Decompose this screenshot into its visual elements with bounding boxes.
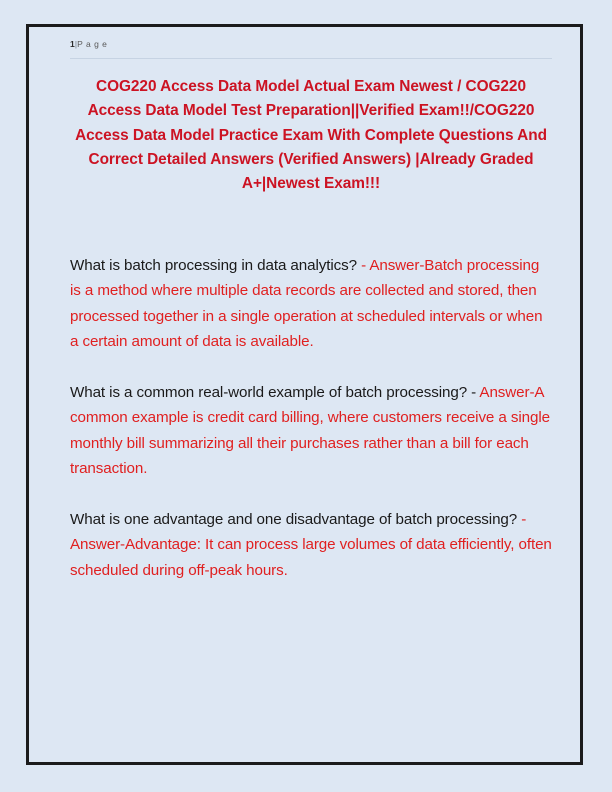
qa-block [70,507,552,583]
question-text: What is a common real-world example of batch processing? [70,384,468,402]
answer-text: Answer-Advantage: It can process large volumes of data efficiently, often scheduled during off-peak hours. [70,536,552,579]
page-header-text [70,38,552,50]
qa-block [70,380,552,482]
qa-separator: - [467,384,480,402]
qa-block [70,253,552,355]
question-text: What is one advantage and one disadvantage of batch processing? [70,511,518,529]
answer-text: Answer-A common example is credit card billing, where customers receive a single monthly bill summarizing all their purchases rather than a bill for each transaction. [70,384,550,478]
document-title: COG220 Access Data Model Actual Exam Newest / COG220 Access Data Model Test Preparation||Verified Exam!!/COG220 Access Data Model Practice Exam With Complete Questions And Correct Detailed Answers (Verified Answers) |Already Graded A+|Newest Exam!!! [75,78,547,193]
header-page-number: 1 [70,39,75,49]
qa-separator: - [517,511,527,529]
answer-text: Answer-Batch processing is a method where multiple data records are collected and stored, then processed together in a single operation at scheduled intervals or when a certain amount of data is available. [70,257,543,351]
qa-list [70,253,552,609]
page-header [33,31,576,50]
page-content [33,31,576,758]
header-separator: | [74,39,78,49]
question-text: What is batch processing in data analytics? [70,257,357,274]
header-page-label: P a g e [77,39,108,49]
header-divider-rule [70,58,552,59]
qa-separator: - [356,257,370,274]
